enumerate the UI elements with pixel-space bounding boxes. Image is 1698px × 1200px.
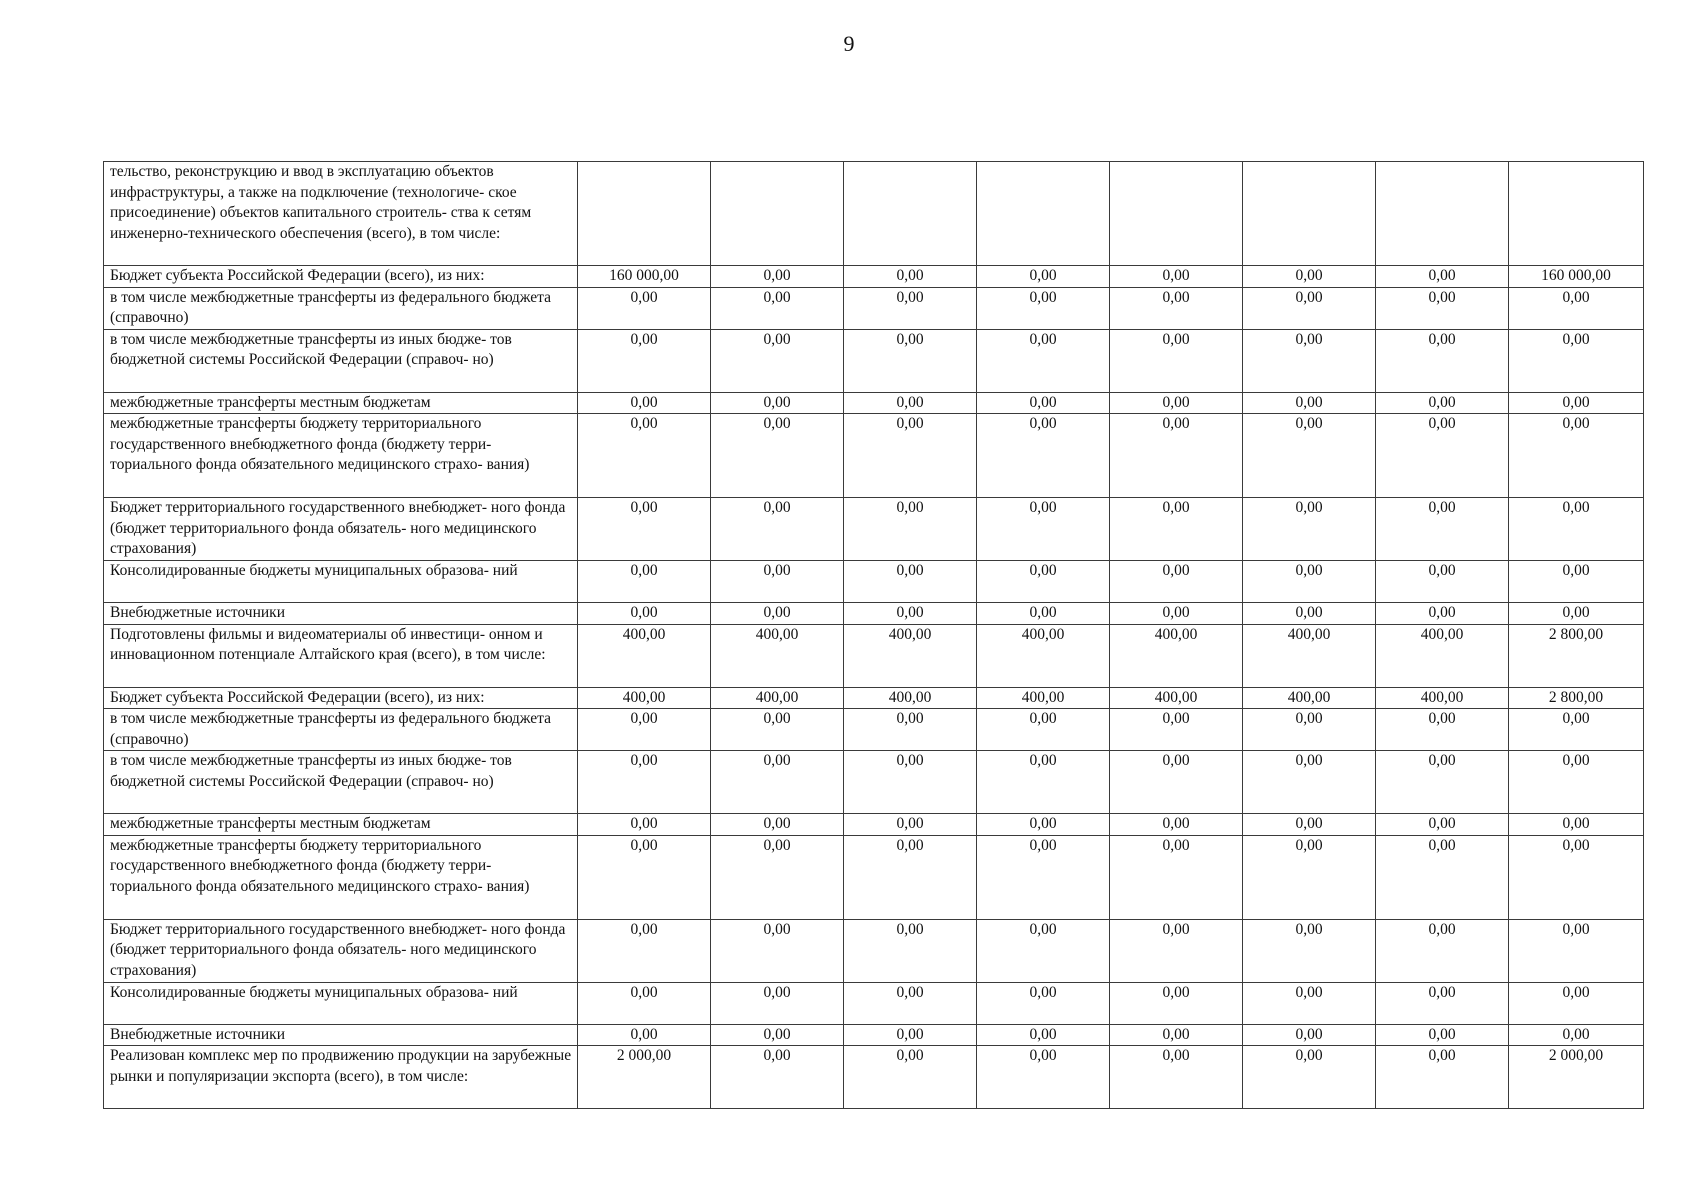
value-cell: 0,00	[844, 266, 977, 288]
value-cell: 0,00	[711, 982, 844, 1024]
value-cell: 0,00	[1243, 266, 1376, 288]
value-cell: 0,00	[844, 287, 977, 329]
value-cell: 0,00	[1376, 414, 1509, 498]
value-cell: 0,00	[844, 982, 977, 1024]
value-cell: 0,00	[711, 603, 844, 625]
row-label: межбюджетные трансферты бюджету территориального государственного внебюджетного фонда (бюджету терри- ториального фонда обязательного медицинского страхо- вания)	[104, 414, 578, 498]
value-cell: 0,00	[578, 835, 711, 919]
table-row	[104, 287, 1644, 329]
value-cell: 400,00	[578, 687, 711, 709]
value-cell: 0,00	[844, 709, 977, 751]
value-cell: 0,00	[977, 1046, 1110, 1109]
value-cell: 0,00	[977, 1024, 1110, 1046]
value-cell: 0,00	[1110, 603, 1243, 625]
value-cell: 0,00	[1243, 498, 1376, 561]
value-cell: 0,00	[578, 603, 711, 625]
value-cell: 0,00	[711, 751, 844, 814]
value-cell: 0,00	[1243, 814, 1376, 836]
value-cell: 0,00	[578, 751, 711, 814]
value-cell: 0,00	[1509, 287, 1644, 329]
value-cell	[1376, 162, 1509, 266]
value-cell: 0,00	[578, 814, 711, 836]
value-cell: 0,00	[1110, 814, 1243, 836]
table-row	[104, 1046, 1644, 1109]
value-cell: 0,00	[844, 603, 977, 625]
value-cell: 400,00	[844, 687, 977, 709]
value-cell: 0,00	[977, 414, 1110, 498]
value-cell: 0,00	[1243, 919, 1376, 982]
value-cell: 0,00	[1509, 392, 1644, 414]
value-cell: 400,00	[1110, 687, 1243, 709]
value-cell: 160 000,00	[1509, 266, 1644, 288]
value-cell: 0,00	[578, 1024, 711, 1046]
value-cell: 0,00	[1110, 835, 1243, 919]
row-label: Реализован комплекс мер по продвижению продукции на зарубежные рынки и популяризации экспорта (всего), в том числе:	[104, 1046, 578, 1109]
value-cell: 0,00	[1376, 329, 1509, 392]
value-cell: 0,00	[977, 751, 1110, 814]
value-cell: 0,00	[1376, 392, 1509, 414]
value-cell: 0,00	[1110, 982, 1243, 1024]
value-cell: 0,00	[977, 561, 1110, 603]
value-cell: 0,00	[1376, 266, 1509, 288]
value-cell: 0,00	[1110, 414, 1243, 498]
value-cell: 0,00	[1110, 498, 1243, 561]
value-cell: 0,00	[1509, 814, 1644, 836]
value-cell: 0,00	[977, 392, 1110, 414]
row-label: тельство, реконструкцию и ввод в эксплуатацию объектов инфраструктуры, а также на подключение (технологиче- ское присоединение) объектов капитального строитель- ства к сетям инженерно-технического обеспечения (всего), в том числе:	[104, 162, 578, 266]
value-cell: 400,00	[1243, 687, 1376, 709]
value-cell: 0,00	[977, 287, 1110, 329]
value-cell: 0,00	[711, 835, 844, 919]
table-row	[104, 709, 1644, 751]
value-cell: 0,00	[1376, 751, 1509, 814]
value-cell: 0,00	[1110, 1024, 1243, 1046]
value-cell: 0,00	[1376, 835, 1509, 919]
value-cell: 0,00	[844, 561, 977, 603]
value-cell	[1509, 162, 1644, 266]
value-cell: 0,00	[977, 814, 1110, 836]
value-cell	[1243, 162, 1376, 266]
value-cell: 0,00	[1509, 1024, 1644, 1046]
table-row	[104, 1024, 1644, 1046]
value-cell: 400,00	[1376, 624, 1509, 687]
row-label: межбюджетные трансферты бюджету территориального государственного внебюджетного фонда (бюджету терри- ториального фонда обязательного медицинского страхо- вания)	[104, 835, 578, 919]
table-row	[104, 982, 1644, 1024]
value-cell: 0,00	[578, 329, 711, 392]
row-label: в том числе межбюджетные трансферты из иных бюдже- тов бюджетной системы Российской Федерации (справоч- но)	[104, 329, 578, 392]
value-cell: 0,00	[1110, 751, 1243, 814]
value-cell: 0,00	[1110, 287, 1243, 329]
value-cell: 0,00	[844, 1046, 977, 1109]
value-cell: 0,00	[977, 835, 1110, 919]
value-cell: 0,00	[1243, 709, 1376, 751]
table-row	[104, 329, 1644, 392]
value-cell: 0,00	[844, 498, 977, 561]
value-cell: 0,00	[1376, 603, 1509, 625]
value-cell: 0,00	[977, 919, 1110, 982]
value-cell: 0,00	[844, 414, 977, 498]
value-cell: 0,00	[844, 751, 977, 814]
value-cell: 0,00	[578, 414, 711, 498]
value-cell: 0,00	[977, 329, 1110, 392]
value-cell	[844, 162, 977, 266]
value-cell	[578, 162, 711, 266]
value-cell	[1110, 162, 1243, 266]
value-cell: 0,00	[1509, 414, 1644, 498]
value-cell: 0,00	[1110, 392, 1243, 414]
row-label: межбюджетные трансферты местным бюджетам	[104, 814, 578, 836]
value-cell: 0,00	[711, 1046, 844, 1109]
value-cell: 0,00	[1243, 835, 1376, 919]
value-cell: 2 000,00	[578, 1046, 711, 1109]
value-cell: 400,00	[711, 624, 844, 687]
value-cell: 0,00	[1110, 266, 1243, 288]
value-cell: 0,00	[1376, 287, 1509, 329]
value-cell: 0,00	[1509, 919, 1644, 982]
value-cell: 0,00	[1509, 835, 1644, 919]
value-cell: 0,00	[1376, 1024, 1509, 1046]
table-row	[104, 835, 1644, 919]
value-cell: 0,00	[578, 982, 711, 1024]
value-cell: 0,00	[844, 919, 977, 982]
row-label: Консолидированные бюджеты муниципальных образова- ний	[104, 561, 578, 603]
value-cell: 0,00	[1243, 603, 1376, 625]
value-cell: 0,00	[711, 414, 844, 498]
value-cell: 400,00	[1376, 687, 1509, 709]
row-label: Внебюджетные источники	[104, 1024, 578, 1046]
table-row	[104, 603, 1644, 625]
value-cell: 0,00	[1376, 982, 1509, 1024]
value-cell: 0,00	[977, 709, 1110, 751]
value-cell: 0,00	[578, 561, 711, 603]
value-cell: 0,00	[1243, 561, 1376, 603]
value-cell: 0,00	[711, 287, 844, 329]
value-cell: 0,00	[578, 392, 711, 414]
value-cell: 0,00	[578, 919, 711, 982]
value-cell: 0,00	[711, 709, 844, 751]
table-row	[104, 687, 1644, 709]
value-cell: 0,00	[1509, 603, 1644, 625]
value-cell: 0,00	[1243, 329, 1376, 392]
value-cell: 0,00	[844, 392, 977, 414]
table-row	[104, 919, 1644, 982]
value-cell: 160 000,00	[578, 266, 711, 288]
table-row	[104, 751, 1644, 814]
value-cell: 0,00	[977, 603, 1110, 625]
value-cell: 0,00	[1243, 751, 1376, 814]
value-cell: 0,00	[1243, 287, 1376, 329]
value-cell: 0,00	[977, 266, 1110, 288]
row-label: Бюджет территориального государственного внебюджет- ного фонда (бюджет территориального фонда обязатель- ного медицинского страхования)	[104, 919, 578, 982]
value-cell: 400,00	[844, 624, 977, 687]
value-cell: 0,00	[977, 982, 1110, 1024]
value-cell: 0,00	[1509, 561, 1644, 603]
value-cell: 0,00	[1509, 751, 1644, 814]
value-cell: 0,00	[1243, 1024, 1376, 1046]
page-number: 9	[843, 31, 855, 56]
value-cell	[977, 162, 1110, 266]
value-cell: 0,00	[711, 1024, 844, 1046]
row-label: Консолидированные бюджеты муниципальных образова- ний	[104, 982, 578, 1024]
value-cell: 0,00	[1243, 392, 1376, 414]
value-cell: 0,00	[1376, 919, 1509, 982]
value-cell: 0,00	[578, 287, 711, 329]
value-cell: 0,00	[1110, 561, 1243, 603]
row-label: Бюджет субъекта Российской Федерации (всего), из них:	[104, 687, 578, 709]
value-cell: 400,00	[977, 624, 1110, 687]
value-cell: 0,00	[844, 835, 977, 919]
table-row	[104, 266, 1644, 288]
value-cell: 0,00	[1243, 414, 1376, 498]
value-cell: 2 000,00	[1509, 1046, 1644, 1109]
value-cell: 0,00	[1376, 814, 1509, 836]
row-label: в том числе межбюджетные трансферты из федерального бюджета (справочно)	[104, 709, 578, 751]
value-cell: 400,00	[711, 687, 844, 709]
value-cell: 0,00	[977, 498, 1110, 561]
value-cell: 0,00	[1376, 498, 1509, 561]
value-cell: 0,00	[1110, 329, 1243, 392]
value-cell: 0,00	[1376, 1046, 1509, 1109]
table-row	[104, 561, 1644, 603]
value-cell: 400,00	[1110, 624, 1243, 687]
row-label: Бюджет территориального государственного внебюджет- ного фонда (бюджет территориального фонда обязатель- ного медицинского страхования)	[104, 498, 578, 561]
value-cell: 0,00	[711, 919, 844, 982]
value-cell: 0,00	[578, 498, 711, 561]
value-cell: 0,00	[1509, 709, 1644, 751]
value-cell	[711, 162, 844, 266]
value-cell: 0,00	[1243, 982, 1376, 1024]
budget-table	[103, 161, 1644, 1109]
row-label: Внебюджетные источники	[104, 603, 578, 625]
value-cell: 0,00	[578, 709, 711, 751]
table-row	[104, 414, 1644, 498]
value-cell: 2 800,00	[1509, 624, 1644, 687]
value-cell: 0,00	[1509, 498, 1644, 561]
table-row	[104, 162, 1644, 266]
row-label: Бюджет субъекта Российской Федерации (всего), из них:	[104, 266, 578, 288]
value-cell: 0,00	[1509, 982, 1644, 1024]
value-cell: 400,00	[977, 687, 1110, 709]
row-label: в том числе межбюджетные трансферты из иных бюдже- тов бюджетной системы Российской Федерации (справоч- но)	[104, 751, 578, 814]
value-cell: 0,00	[711, 561, 844, 603]
row-label: межбюджетные трансферты местным бюджетам	[104, 392, 578, 414]
value-cell: 0,00	[1110, 709, 1243, 751]
value-cell: 0,00	[711, 266, 844, 288]
value-cell: 0,00	[711, 498, 844, 561]
value-cell: 0,00	[844, 1024, 977, 1046]
value-cell: 0,00	[1376, 561, 1509, 603]
value-cell: 0,00	[1243, 1046, 1376, 1109]
value-cell: 0,00	[1376, 709, 1509, 751]
value-cell: 0,00	[844, 329, 977, 392]
table-row	[104, 624, 1644, 687]
value-cell: 400,00	[578, 624, 711, 687]
row-label: в том числе межбюджетные трансферты из федерального бюджета (справочно)	[104, 287, 578, 329]
row-label: Подготовлены фильмы и видеоматериалы об инвестици- онном и инновационном потенциале Алтайского края (всего), в том числе:	[104, 624, 578, 687]
value-cell: 400,00	[1243, 624, 1376, 687]
value-cell: 0,00	[711, 329, 844, 392]
value-cell: 0,00	[1110, 919, 1243, 982]
value-cell: 0,00	[1110, 1046, 1243, 1109]
value-cell: 0,00	[1509, 329, 1644, 392]
table-row	[104, 498, 1644, 561]
value-cell: 0,00	[711, 814, 844, 836]
table-row	[104, 814, 1644, 836]
table-row	[104, 392, 1644, 414]
value-cell: 0,00	[844, 814, 977, 836]
value-cell: 2 800,00	[1509, 687, 1644, 709]
value-cell: 0,00	[711, 392, 844, 414]
